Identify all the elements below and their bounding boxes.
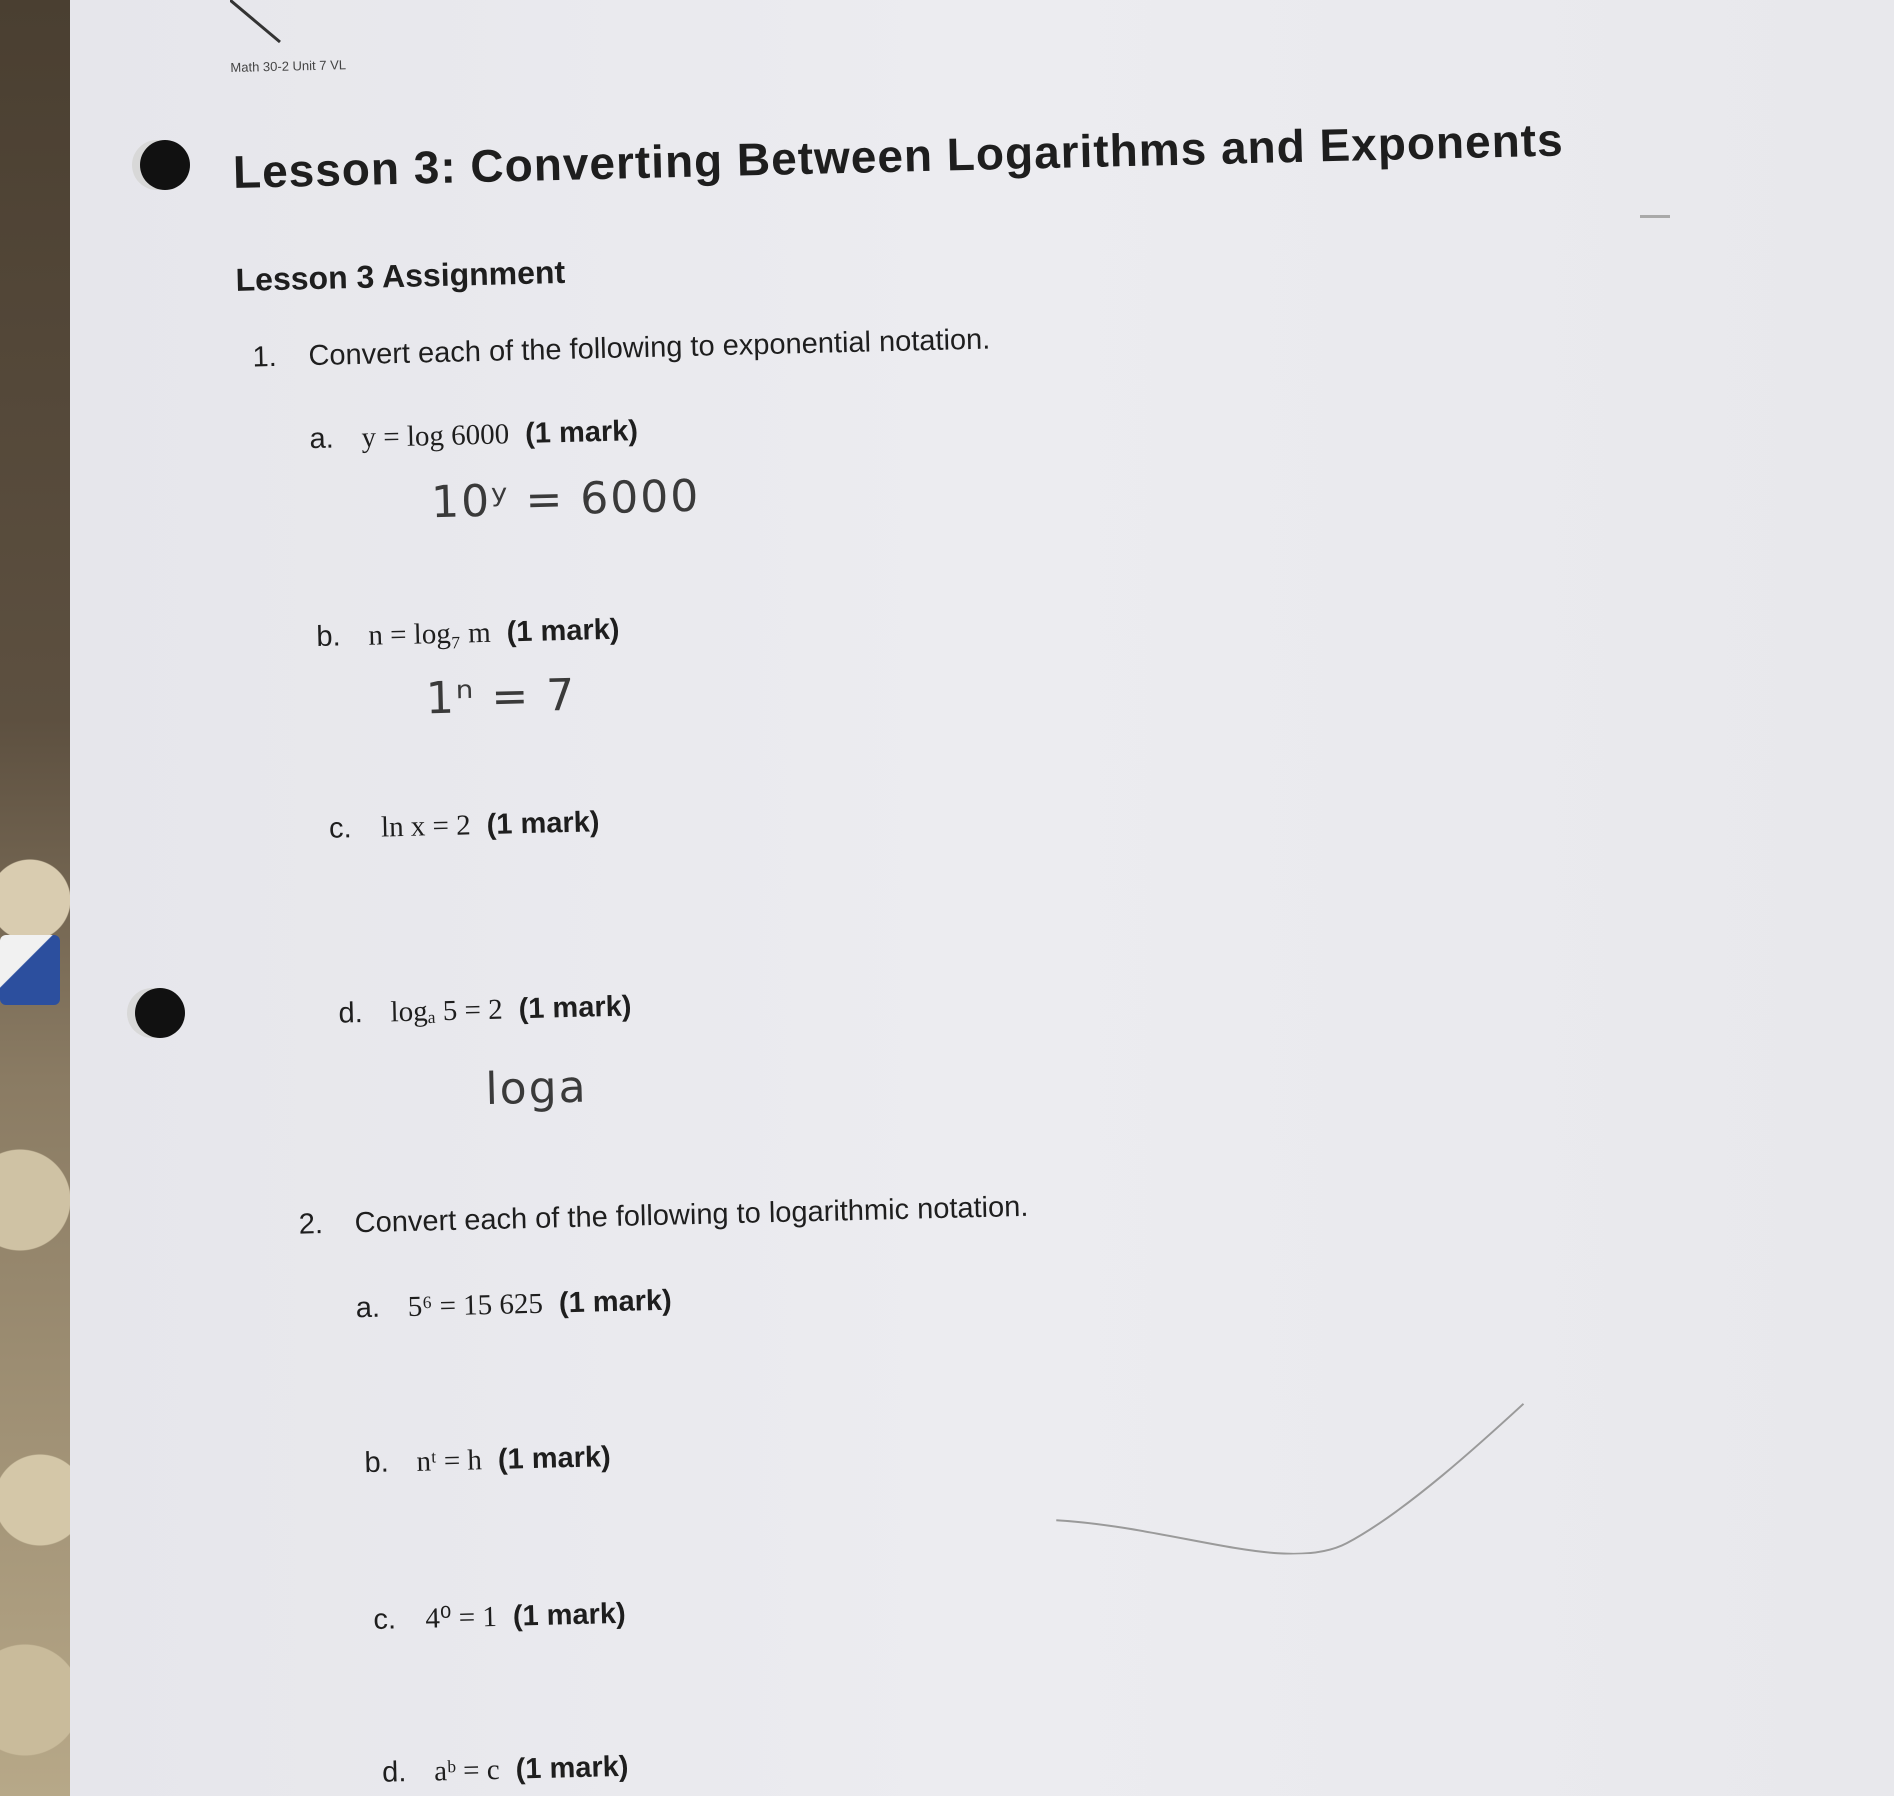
- question-prompt: Convert each of the following to exponential notation.: [308, 323, 991, 373]
- item-expression: ln x = 2: [380, 809, 472, 844]
- item-letter: d.: [338, 997, 364, 1030]
- pencil-curve: [1053, 1399, 1537, 1561]
- q1-item-c: [329, 806, 600, 846]
- q1-item-a: [309, 415, 638, 456]
- question-prompt: Convert each of the following to logarithmic notation.: [354, 1190, 1029, 1240]
- course-header: Math 30-2 Unit 7 VL: [230, 57, 347, 75]
- item-expression: 4⁰ = 1: [424, 1600, 498, 1635]
- question-number: 2.: [298, 1208, 324, 1241]
- item-mark: (1 mark): [515, 1750, 629, 1786]
- handwritten-answer-b: 1ⁿ = 7: [425, 669, 577, 725]
- q2-item-c: [373, 1596, 626, 1637]
- q1-item-d: [338, 990, 632, 1030]
- item-letter: c.: [328, 812, 353, 845]
- q2-item-b: [364, 1441, 611, 1480]
- item-letter: a.: [309, 422, 335, 456]
- item-expression: nᵗ = h: [416, 1444, 483, 1478]
- worksheet-content: [230, 15, 1722, 1790]
- item-letter: d.: [381, 1756, 407, 1789]
- item-expression: n = log₇ m: [367, 616, 492, 652]
- handwritten-answer-d: loga: [484, 1061, 589, 1116]
- q2-item-d: [382, 1751, 629, 1790]
- q1-item-b: [316, 614, 620, 654]
- item-expression: y = log 6000: [361, 418, 510, 454]
- item-letter: c.: [373, 1603, 397, 1636]
- item-mark: (1 mark): [524, 415, 639, 450]
- question-1: [252, 324, 991, 375]
- question-number: 1.: [252, 340, 278, 374]
- item-mark: (1 mark): [497, 1441, 612, 1476]
- item-mark: (1 mark): [558, 1284, 673, 1320]
- q2-item-a: [355, 1285, 672, 1326]
- item-mark: (1 mark): [518, 990, 632, 1026]
- item-mark: (1 mark): [486, 806, 600, 841]
- item-expression: 5⁶ = 15 625: [407, 1287, 544, 1324]
- lesson-title: Lesson 3: Converting Between Logarithms and Exponents: [232, 113, 1565, 198]
- item-letter: b.: [364, 1446, 390, 1480]
- punch-hole-middle: [135, 988, 185, 1038]
- item-letter: b.: [315, 620, 341, 654]
- item-expression: aᵇ = c: [433, 1753, 501, 1788]
- item-mark: (1 mark): [506, 613, 620, 649]
- item-expression: logₐ 5 = 2: [390, 993, 504, 1029]
- handwritten-answer-a: 10ʸ = 6000: [430, 470, 701, 529]
- item-mark: (1 mark): [512, 1597, 627, 1633]
- marker-pen: [0, 935, 60, 1005]
- assignment-title: Lesson 3 Assignment: [235, 253, 566, 298]
- pencil-stroke: [230, 0, 290, 50]
- question-2: [298, 1191, 1028, 1242]
- item-letter: a.: [355, 1291, 381, 1325]
- punch-hole-top: [140, 140, 190, 190]
